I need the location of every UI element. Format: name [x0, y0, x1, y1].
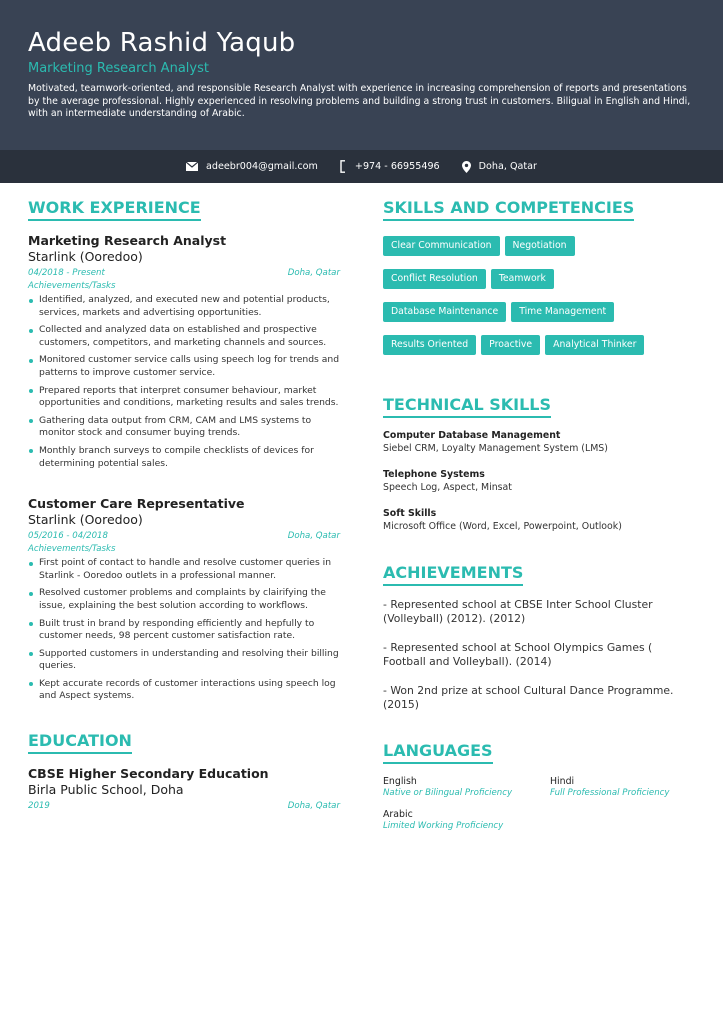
tech-skill-title: Soft Skills — [383, 508, 437, 519]
contact-phone[interactable] — [340, 160, 440, 173]
tech-skill-title: Computer Database Management — [383, 430, 561, 441]
envelope-icon — [186, 162, 198, 171]
tasks-label: Achievements/Tasks — [28, 281, 116, 291]
profile-summary: Motivated, teamwork-oriented, and responsible Research Analyst with experience in increasing comprehension of reports and presentations by the average professional. Highly experienced in resolving problems and building a strong trust in customers. Biligual in English and Hindi, with an intermediate understanding of Arabic. — [28, 83, 691, 119]
list-item: Monthly branch surveys to compile checklists of devices for determining potential sales. — [28, 445, 340, 470]
skill-tag: Clear Communication — [383, 236, 500, 256]
left-column — [28, 198, 340, 812]
skill-tag: Database Maintenance — [383, 302, 506, 322]
contact-bar — [0, 150, 723, 183]
list-item: Prepared reports that interpret consumer behaviour, market opportunities and conditions, marketing results and sales trends. — [28, 385, 340, 410]
skill-tag: Negotiation — [505, 236, 575, 256]
language-level: Native or Bilingual Proficiency — [383, 788, 513, 798]
contact-email[interactable] — [186, 161, 318, 172]
list-item: Kept accurate records of customer interactions using speech log and Aspect systems. — [28, 678, 340, 703]
job-entry — [28, 496, 340, 703]
language-item — [383, 776, 550, 799]
achievement-item: - Represented school at School Olympics Games ( Football and Volleyball). (2014) — [383, 641, 653, 668]
email-text: adeebr004@gmail.com — [206, 161, 318, 172]
list-item: Monitored customer service calls using speech log for trends and patterns to improve customer service. — [28, 354, 340, 379]
candidate-name: Adeeb Rashid Yaqub — [28, 28, 296, 58]
work-experience-heading: WORK EXPERIENCE — [28, 198, 201, 221]
education-degree: CBSE Higher Secondary Education — [28, 766, 269, 782]
languages-section — [383, 741, 695, 832]
job-title: Marketing Research Analyst — [28, 233, 227, 248]
achievement-item: - Won 2nd prize at school Cultural Dance Programme. (2015) — [383, 684, 674, 711]
job-dates: 04/2018 - Present — [28, 268, 105, 278]
education-location: Doha, Qatar — [287, 801, 340, 812]
achievement-item: - Represented school at CBSE Inter School Cluster (Volleyball) (2012). (2012) — [383, 598, 653, 625]
job-bullets — [28, 294, 340, 470]
list-item: Gathering data output from CRM, CAM and LMS systems to monitor stock and consumer buying trends. — [28, 415, 340, 440]
education-year: 2019 — [28, 801, 50, 812]
job-location: Doha, Qatar — [287, 531, 340, 542]
phone-text: +974 - 66955496 — [354, 161, 440, 172]
skills-list — [383, 233, 683, 365]
skills-heading: SKILLS AND COMPETENCIES — [383, 198, 634, 221]
language-item — [383, 809, 550, 832]
achievements-heading: ACHIEVEMENTS — [383, 563, 523, 586]
job-bullets — [28, 557, 340, 703]
tech-skill-title: Telephone Systems — [383, 469, 485, 480]
language-level: Limited Working Proficiency — [383, 821, 504, 831]
contact-location — [462, 161, 537, 173]
job-location: Doha, Qatar — [287, 268, 340, 278]
skill-tag: Conflict Resolution — [383, 269, 486, 289]
resume-header — [0, 0, 723, 150]
achievements-section — [383, 563, 695, 711]
tasks-label: Achievements/Tasks — [28, 544, 116, 555]
list-item: Identified, analyzed, and executed new and potential products, services, markets and advertising opportunities. — [28, 294, 340, 319]
skill-tag: Results Oriented — [383, 335, 476, 355]
candidate-role: Marketing Research Analyst — [28, 61, 209, 76]
tech-skill-text: Siebel CRM, Loyalty Management System (LMS) — [383, 443, 608, 454]
languages-heading: LANGUAGES — [383, 741, 493, 764]
education-section — [28, 731, 340, 812]
technical-skills-heading: TECHNICAL SKILLS — [383, 395, 551, 418]
job-dates: 05/2016 - 04/2018 — [28, 531, 108, 542]
location-pin-icon — [462, 161, 471, 173]
skill-tag: Analytical Thinker — [545, 335, 644, 355]
tech-skill-text: Speech Log, Aspect, Minsat — [383, 482, 512, 493]
tech-skill-item — [383, 430, 695, 455]
job-meta — [28, 268, 340, 279]
language-name: Arabic — [383, 809, 413, 820]
tech-skill-item — [383, 508, 695, 533]
right-column — [383, 198, 695, 832]
education-entry — [28, 766, 340, 812]
list-item: Collected and analyzed data on established and prospective customers, competitors, and marketing channels and sources. — [28, 324, 340, 349]
language-level: Full Professional Proficiency — [550, 788, 670, 798]
language-name: English — [383, 776, 417, 787]
tech-skill-item — [383, 469, 695, 494]
language-item — [550, 776, 690, 799]
education-heading: EDUCATION — [28, 731, 132, 754]
phone-icon — [340, 160, 347, 173]
job-entry — [28, 233, 340, 470]
list-item: Built trust in brand by responding efficiently and hepfully to customer needs, 98 percent customer satisfaction rate. — [28, 618, 340, 643]
skill-tag: Time Management — [511, 302, 614, 322]
list-item: First point of contact to handle and resolve customer queries in Starlink - Ooredoo outlets in a professional manner. — [28, 557, 340, 582]
list-item: Resolved customer problems and complaints by clairifying the issue, explaining the best solution according to workflows. — [28, 587, 340, 612]
skill-tag: Teamwork — [491, 269, 554, 289]
education-meta — [28, 801, 340, 812]
location-text: Doha, Qatar — [478, 161, 537, 172]
tech-skill-text: Microsoft Office (Word, Excel, Powerpoint, Outlook) — [383, 521, 622, 532]
skill-tag: Proactive — [481, 335, 540, 355]
language-name: Hindi — [550, 776, 575, 787]
languages-list — [383, 776, 695, 832]
list-item: Supported customers in understanding and resolving their billing queries. — [28, 648, 340, 673]
job-meta — [28, 531, 340, 542]
education-school: Birla Public School, Doha — [28, 782, 184, 798]
job-company: Starlink (Ooredoo) — [28, 512, 143, 528]
technical-skills-section — [383, 395, 695, 533]
job-company: Starlink (Ooredoo) — [28, 249, 143, 264]
job-title: Customer Care Representative — [28, 496, 245, 512]
